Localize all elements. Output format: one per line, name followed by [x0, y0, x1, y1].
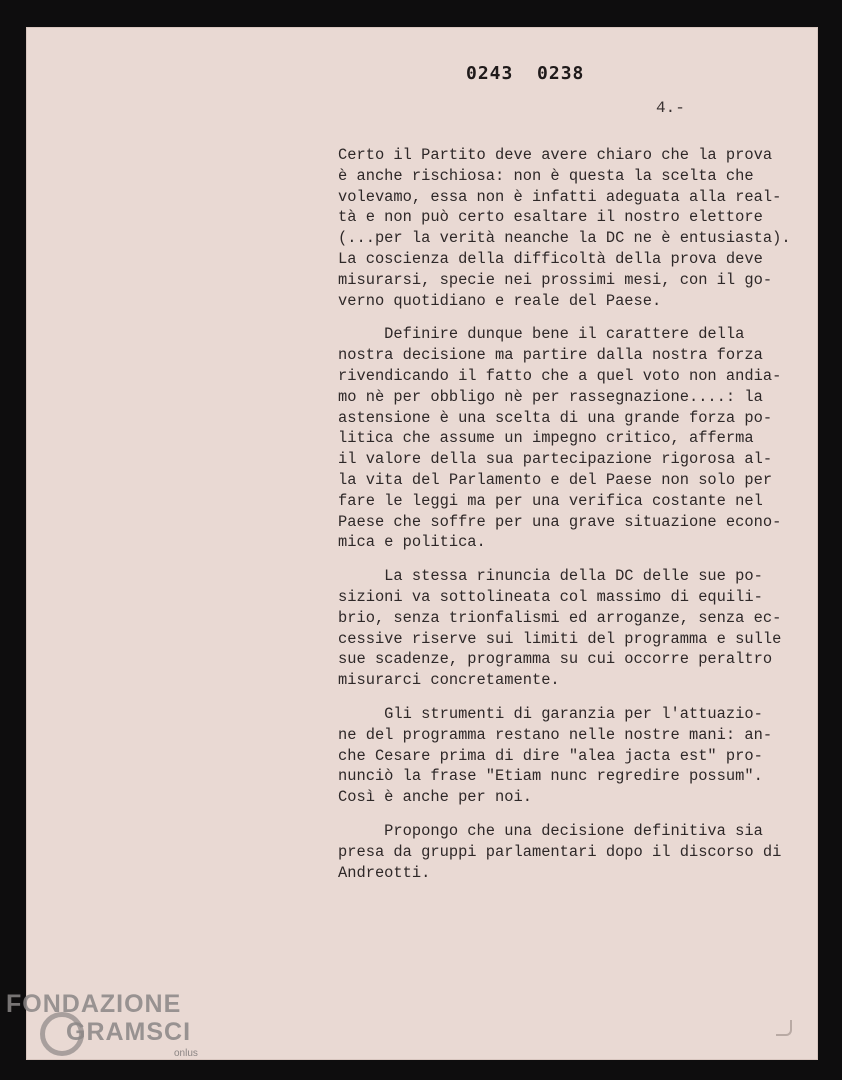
text-line: sizioni va sottolineata col massimo di equili- [338, 587, 763, 606]
text-line: Paese che soffre per una grave situazione econo- [338, 512, 782, 531]
text-line: Andreotti. [338, 863, 431, 882]
text-line: sue scadenze, programma su cui occorre peraltro [338, 650, 773, 669]
text-line: mica e politica. [338, 533, 486, 552]
paragraph-3 [338, 566, 818, 691]
paragraph-5 [338, 821, 818, 883]
text-line: presa da gruppi parlamentari dopo il discorso di [338, 842, 782, 861]
text-line: Così è anche per noi. [338, 788, 532, 807]
text-line: Gli strumenti di garanzia per l'attuazio- [338, 704, 763, 723]
text-line: verno quotidiano e reale del Paese. [338, 291, 662, 310]
logo-sub-onlus: onlus [174, 1048, 198, 1059]
logo-line-gramsci: GRAMSCI [66, 1018, 192, 1046]
text-line: la vita del Parlamento e del Paese non solo per [338, 470, 773, 489]
text-line: Certo il Partito deve avere chiaro che la prova [338, 146, 773, 164]
logo-g-mark-icon [40, 1012, 84, 1056]
text-line: Definire dunque bene il carattere della [338, 325, 745, 344]
page-number: 4.- [656, 99, 685, 117]
text-line: fare le leggi ma per una verifica costante nel [338, 491, 763, 510]
text-line: litica che assume un impegno critico, afferma [338, 429, 754, 448]
text-line: astensione è una scelta di una grande forza po- [338, 408, 773, 427]
text-line: tà e non può certo esaltare il nostro elettore [338, 208, 763, 227]
text-line: rivendicando il fatto che a quel voto non andia- [338, 366, 782, 385]
logo-line-fondazione: FONDAZIONE [6, 990, 182, 1018]
archive-number: 0243 0238 [466, 63, 585, 84]
text-line: brio, senza trionfalismi ed arroganze, senza ec- [338, 608, 782, 627]
document-page [26, 27, 818, 1060]
paragraph-2 [338, 324, 818, 553]
page-corner-curl [776, 1020, 792, 1036]
text-line: nostra decisione ma partire dalla nostra forza [338, 346, 763, 365]
text-line: misurarsi, specie nei prossimi mesi, con il go- [338, 270, 773, 289]
text-line: La stessa rinuncia della DC delle sue po- [338, 567, 763, 586]
text-line: La coscienza della difficoltà della prova deve [338, 249, 763, 268]
text-line: nunciò la frase "Etiam nunc regredire possum". [338, 767, 763, 786]
watermark-logo [6, 990, 198, 1059]
paragraph-4 [338, 704, 818, 808]
text-line: Propongo che una decisione definitiva sia [338, 821, 763, 840]
letter-body [338, 145, 818, 896]
text-line: mo nè per obbligo nè per rassegnazione....: la [338, 387, 763, 406]
text-line: misurarci concretamente. [338, 671, 560, 690]
text-line: il valore della sua partecipazione rigorosa al- [338, 450, 773, 469]
text-line: ne del programma restano nelle nostre mani: an- [338, 725, 773, 744]
text-line: (...per la verità neanche la DC ne è entusiasta). [338, 229, 791, 248]
text-line: volevamo, essa non è infatti adeguata alla real- [338, 187, 782, 206]
text-line: che Cesare prima di dire "alea jacta est" pro- [338, 746, 763, 765]
text-line: è anche rischiosa: non è questa la scelta che [338, 166, 754, 185]
text-line: cessive riserve sui limiti del programma e sulle [338, 629, 782, 648]
paragraph-1 [338, 145, 818, 311]
